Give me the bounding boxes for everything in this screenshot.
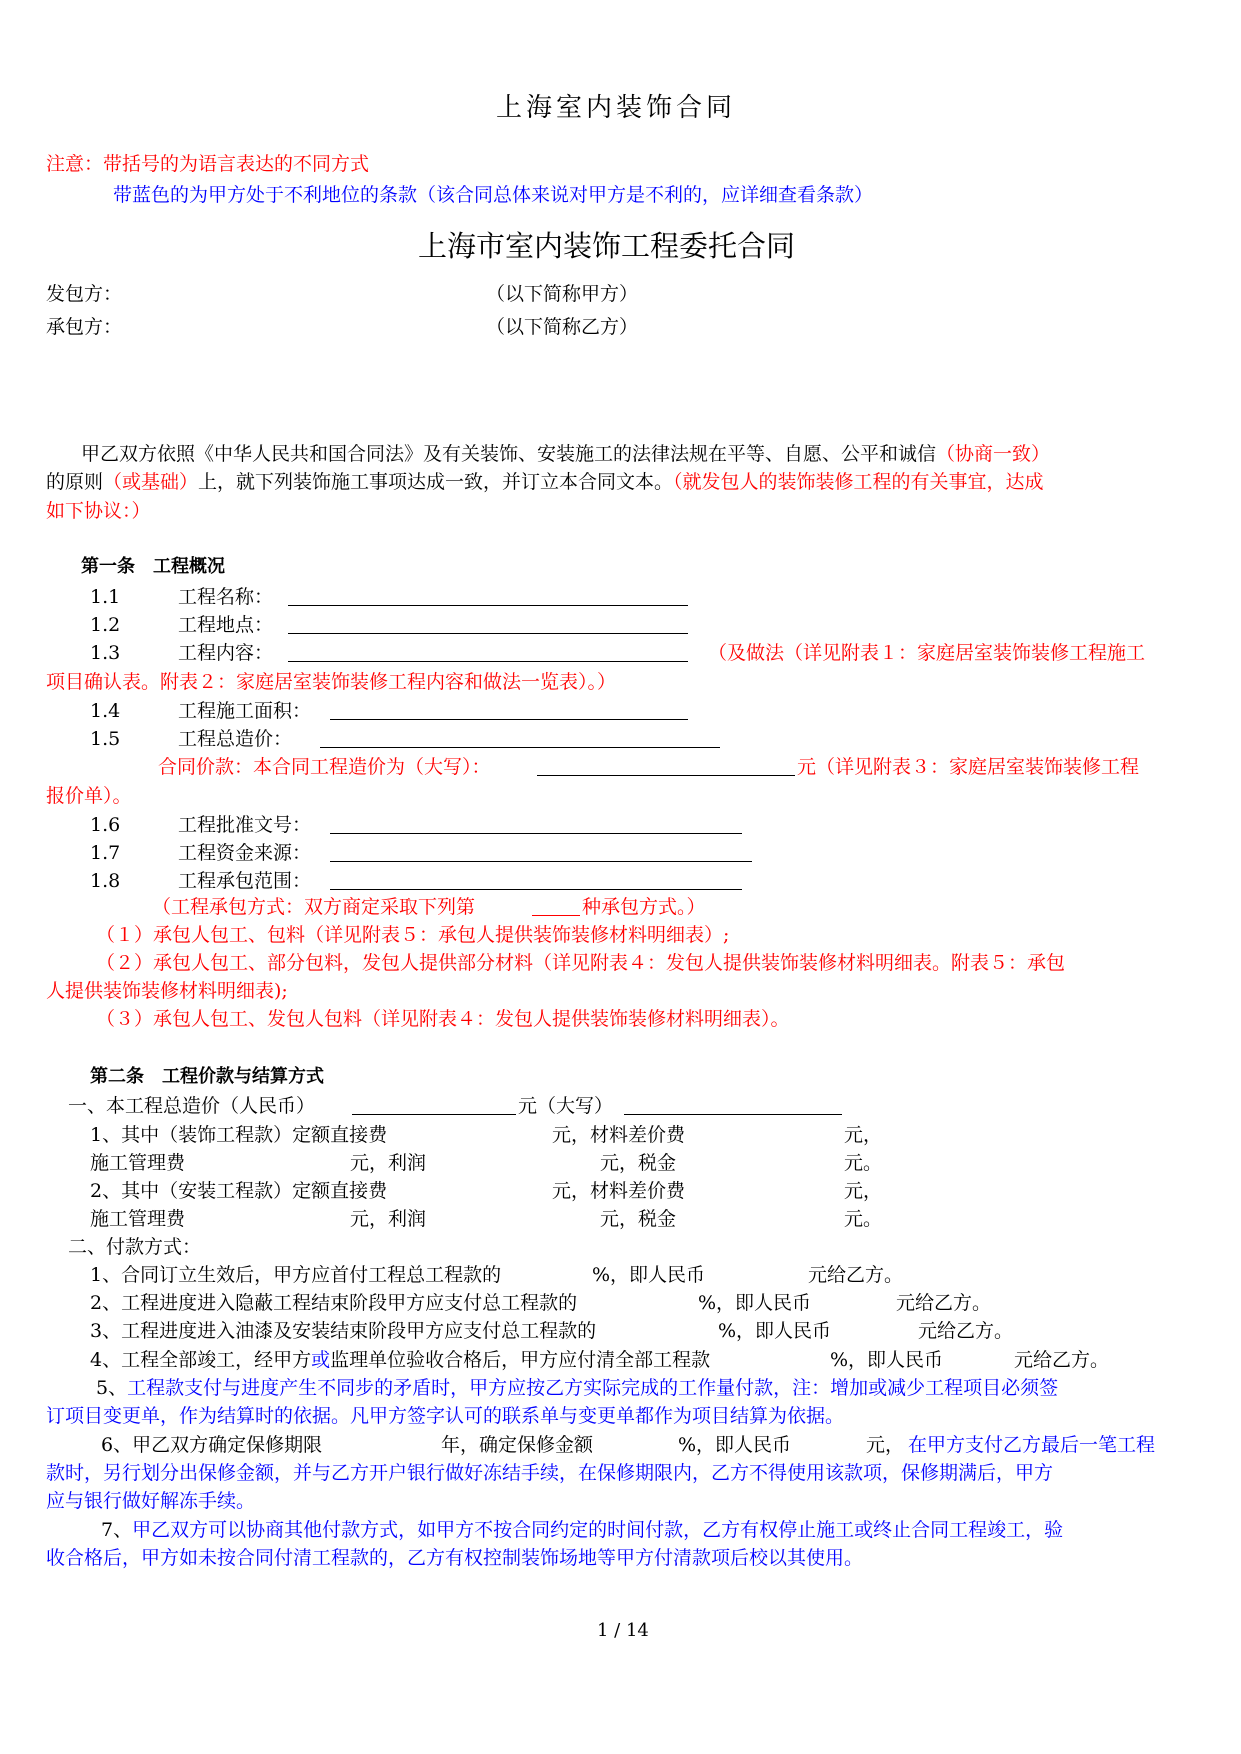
item-1-3-note-a: （及做法（详见附表１：家庭居室装饰装修工程施工 [708,642,1146,664]
intro-text-2b: 上，就下列装饰施工事项达成一致，并订立本合同文本。 [198,471,674,493]
decoration-material-diff: 元，材料差价费 [552,1124,686,1146]
project-content-blank[interactable] [288,661,688,662]
install-profit: 元，利润 [350,1208,427,1230]
project-location-blank[interactable] [288,633,688,634]
payment-2-end: 元给乙方。 [896,1292,992,1314]
item-1-5-label: 工程总造价： [178,728,293,750]
payment-3-end: 元给乙方。 [918,1320,1014,1342]
project-area-blank[interactable] [330,719,688,720]
section-2-heading: 第二条 工程价款与结算方式 [90,1066,324,1087]
install-direct-cost: 2、其中（安装工程款）定额直接费 [90,1180,388,1202]
payment-7-num: 7、 [101,1519,133,1541]
option-3: （３）承包人包工、发包人包料（详见附表４：发包人提供装饰装修材料明细表）。 [96,1008,790,1030]
item-1-1-num: 1.1 [90,586,121,608]
item-1-8-num: 1.8 [90,870,121,892]
note-label: 注意：带括号的为语言表达的不同方式 [46,153,370,175]
payment-4-text-b: 监理单位验收合格后，甲方应付清全部工程款 [330,1349,711,1371]
item-1-2-label: 工程地点： [178,614,274,636]
payment-6-percent: %，即人民币 [678,1434,792,1456]
option-2-line-2: 人提供装饰装修材料明细表); [46,980,288,1002]
payment-5-line-2: 订项目变更单，作为结算时的依据。凡甲方签字认可的联系单与变更单都作为项目结算为依据。 [46,1405,845,1427]
item-1-6-num: 1.6 [90,814,121,836]
item-1-2-num: 1.2 [90,614,121,636]
payment-6-amount: 年，确定保修金额 [441,1434,594,1456]
item-1-3-num: 1.3 [90,642,121,664]
party-b-note: （以下简称乙方） [486,316,639,338]
price-capital-blank[interactable] [537,775,795,776]
fund-source-blank[interactable] [330,861,752,862]
payment-1-percent: %，即人民币 [592,1264,706,1286]
item-1-4-label: 工程施工面积： [178,700,312,722]
intro-line-1 [81,445,1050,464]
payment-5-line-1 [96,1379,1058,1398]
install-mgmt-fee: 施工管理费 [90,1208,186,1230]
document-title: 上海室内装饰合同 [496,93,737,123]
note-blue: 带蓝色的为甲方处于不利地位的条款（该合同总体来说对甲方是不利的，应详细查看条款） [113,184,874,206]
decoration-mgmt-fee: 施工管理费 [90,1152,186,1174]
payment-7-line-1 [101,1521,1063,1540]
intro-red-2: （或基础） [103,471,199,493]
option-1: （１）承包人包工、包料（详见附表５：承包人提供装饰装修材料明细表）; [96,924,730,946]
payment-1-end: 元给乙方。 [808,1264,904,1286]
decoration-direct-cost: 1、其中（装饰工程款）定额直接费 [90,1124,388,1146]
payment-6-line-2: 款时，另行划分出保修金额，并与乙方开户银行做好冻结手续，在保修期限内，乙方不得使用该款项，保修期满后，甲方 [46,1462,1054,1484]
payment-2-text: 2、工程进度进入隐蔽工程结束阶段甲方应支付总工程款的 [90,1292,578,1314]
price-note-a: 合同价款：本合同工程造价为（大写）： [158,756,491,778]
payment-7-text-a: 甲乙双方可以协商其他付款方式，如甲方不按合同约定的时间付款，乙方有权停止施工或终止合同工程竣工，验 [132,1519,1064,1541]
intro-text-1: 甲乙双方依照《中华人民共和国合同法》及有关装饰、安装施工的法律法规在平等、自愿、公平和诚信 [81,443,937,465]
payment-1-text: 1、合同订立生效后，甲方应首付工程总工程款的 [90,1264,502,1286]
item-1-6-label: 工程批准文号： [178,814,312,836]
intro-line-3: 如下协议：） [46,500,151,522]
payment-4-text-a: 4、工程全部竣工，经甲方 [90,1349,312,1371]
payment-2-percent: %，即人民币 [698,1292,812,1314]
item-1-7-num: 1.7 [90,842,121,864]
item-1-5-num: 1.5 [90,728,121,750]
mode-note-a: （工程承包方式：双方商定采取下列第 [152,896,476,918]
install-material-diff: 元，材料差价费 [552,1180,686,1202]
payment-6-line-3: 应与银行做好解冻手续。 [46,1490,256,1512]
payment-7-line-2: 收合格后，甲方如未按合同付清工程款的，乙方有权控制装饰场地等甲方付清款项后校以其使用。 [46,1547,864,1569]
payment-4-end: 元给乙方。 [1014,1349,1110,1371]
payment-heading: 二、付款方式： [68,1236,202,1258]
total-price-blank[interactable] [352,1114,516,1115]
install-tax: 元，税金 [600,1208,677,1230]
decoration-row1-end: 元， [844,1124,883,1146]
page-number: 1 / 14 [597,1620,649,1641]
contract-scope-blank[interactable] [330,889,742,890]
party-a-note: （以下简称甲方） [486,283,639,305]
payment-3-text: 3、工程进度进入油漆及安装结束阶段甲方应支付总工程款的 [90,1320,597,1342]
party-b-label: 承包方： [46,316,123,338]
decoration-profit: 元，利润 [350,1152,427,1174]
project-total-price-blank[interactable] [320,747,720,748]
payment-6-text: 6、甲乙双方确定保修期限 [101,1434,323,1456]
total-price-label: 一、本工程总造价（人民币） [68,1095,316,1117]
party-a-label: 发包方： [46,283,123,305]
payment-6-end: 元， [866,1434,905,1456]
option-2-line-1: （２）承包人包工、部分包料，发包人提供部分材料（详见附表４：发包人提供装饰装修材料明细表。附表５：承包 [96,952,1066,974]
approval-number-blank[interactable] [330,833,742,834]
payment-4-line [90,1351,710,1370]
project-name-blank[interactable] [288,605,688,606]
install-row2-end: 元。 [844,1208,883,1230]
intro-line-2 [46,473,1044,492]
mode-note-b: 种承包方式。） [582,896,706,918]
payment-3-percent: %，即人民币 [718,1320,832,1342]
intro-text-2a: 的原则 [46,471,104,493]
price-note-c: 报价单）。 [46,785,132,807]
intro-red-3: （就发包人的装饰装修工程的有关事宜，达成 [673,471,1044,493]
item-1-8-label: 工程承包范围： [178,870,312,892]
payment-4-percent: %，即人民币 [830,1349,944,1371]
decoration-row2-end: 元。 [844,1152,883,1174]
payment-5-text-a: 工程款支付与进度产生不同步的矛盾时，甲方应按乙方实际完成的工作量付款，注：增加或减少工程项目必须签 [127,1377,1059,1399]
total-capital-label: 元（大写） [518,1095,614,1117]
install-row1-end: 元， [844,1180,883,1202]
item-1-3-note-b: 项目确认表。附表２：家庭居室装饰装修工程内容和做法一览表）。） [46,671,617,693]
item-1-7-label: 工程资金来源： [178,842,312,864]
price-note-b: 元（详见附表３：家庭居室装饰装修工程 [797,756,1140,778]
mode-choice-blank[interactable] [532,915,580,916]
decoration-tax: 元，税金 [600,1152,677,1174]
item-1-4-num: 1.4 [90,700,121,722]
section-1-heading: 第一条 工程概况 [81,556,225,577]
item-1-3-label: 工程内容： [178,642,274,664]
payment-5-num: 5、 [96,1377,128,1399]
item-1-1-label: 工程名称： [178,586,274,608]
total-capital-blank[interactable] [624,1114,842,1115]
payment-4-or: 或 [311,1349,331,1371]
payment-6-blue-a: 在甲方支付乙方最后一笔工程 [908,1434,1156,1456]
contract-title: 上海市室内装饰工程委托合同 [418,229,796,263]
intro-red-1: （协商一致） [936,443,1051,465]
